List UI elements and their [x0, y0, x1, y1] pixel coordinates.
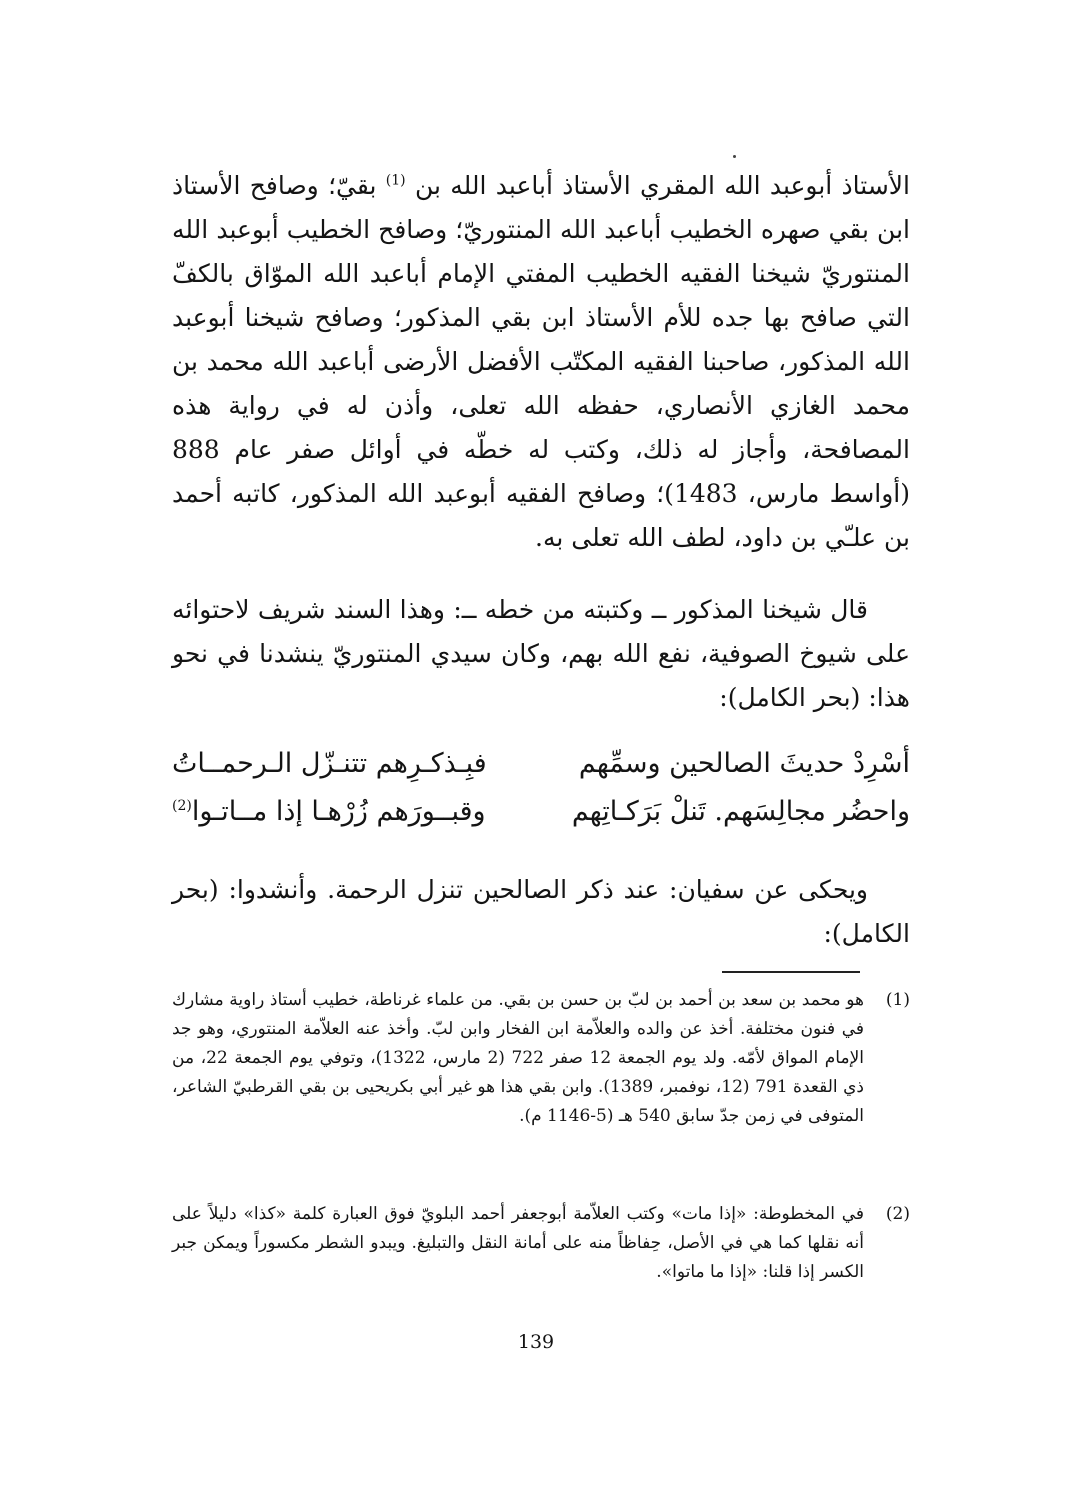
- footnote-1: [172, 986, 910, 1131]
- paragraph-1-start: الأستاذ أبوعبد الله المقري الأستاذ أباعبد الله بن: [414, 171, 910, 200]
- ink-speck: [733, 155, 736, 158]
- footnote-2-text: في المخطوطة: «إذا مات» وكتب العلاّمة أبوجعفر أحمد البلويّ فوق العبارة كلمة «كذا» دليلاً على أنه نقلها كما هي في الأصل، حِفاظاً منه على أمانة النقل والتبليغ. ويبدو الشطر مكسوراً ويمكن جبر الكسر إذا قلنا: «إذا ما ماتوا».: [172, 1204, 864, 1282]
- verse-2-second-hemistich: [172, 796, 486, 827]
- paragraph-2: قال شيخنا المذكور ــ وكتبته من خطه ــ: وهذا السند شريف لاحتوائه على شيوخ الصوفية، نفع الله بهم، وكان سيدي المنتوريّ ينشدنا في نحو هذا: (بحر الكامل):: [172, 595, 910, 712]
- paragraph-1: [172, 164, 910, 560]
- verse-2-second-text: وقبــورَهم زُرْهـا إذا مــاتـوا: [191, 796, 486, 827]
- verse-1-second-hemistich: فبِـذكـرِهم تتنـزّل الـرحمــاتُ: [172, 748, 487, 779]
- footnote-1-number: (1): [885, 990, 910, 1010]
- verse-1-first-hemistich: أسْرِدْ حديثَ الصالحين وسمِّهم: [578, 748, 910, 779]
- verse-2-first-hemistich: واحضُر مجالِسَهم. تَنلْ بَرَكـاتِهم: [571, 796, 910, 827]
- verse-2: [172, 796, 910, 840]
- footnote-1-text: هو محمد بن سعد بن أحمد بن لبّ بن حسن بن بقي. من علماء غرناطة، خطيب أستاذ راوية مشارك في فنون مختلفة. أخذ عن والده والعلاّمة ابن الفخار وابن لبّ. وأخذ عنه العلاّمة المنتوري، وهو جد الإمام المواق لأمّه. ولد يوم الجمعة 12 صفر 722 (2 مارس، 1322)، وتوفي يوم الجمعة 22، من ذي القعدة 791 (12، نوفمبر، 1389). وابن بقي هذا هو غير أبي بكريحيى بن بقي القرطبيّ الشاعر، المتوفى في زمن جدّ سابق 540 هـ (5-1146 م).: [172, 990, 864, 1126]
- verse-1: [172, 748, 910, 792]
- footnote-ref-1[interactable]: (1): [385, 172, 406, 189]
- footnote-ref-2[interactable]: (2): [172, 798, 192, 814]
- footnote-2: [172, 1200, 910, 1287]
- paragraph-3: ويحكى عن سفيان: عند ذكر الصالحين تنزل الرحمة. وأنشدوا: (بحر الكامل):: [172, 875, 910, 948]
- page-number: 139: [517, 1331, 555, 1353]
- paragraph-1-rest: بقيّ؛ وصافح الأستاذ ابن بقي صهره الخطيب أباعبد الله المنتوريّ؛ وصافح الخطيب أبوعبد الله المنتوريّ شيخنا الفقيه الخطيب المفتي الإمام أباعبد الله الموّاق بالكفّ التي صافح بها جده للأم الأستاذ ابن بقي المذكور؛ وصافح شيخنا أبوعبد الله المذكور، صاحبنا الفقيه المكتّب الأفضل الأرضى أباعبد الله محمد بن محمد الغازي الأنصاري، حفظه الله تعلى، وأذن له في رواية هذه المصافحة، وأجاز له ذلك، وكتب له خطّه في أوائل صفر عام 888 (أواسط مارس، 1483)؛ وصافح الفقيه أبوعبد الله المذكور، كاتبه أحمد بن علـّي بن داود، لطف الله تعلى به.: [172, 171, 910, 552]
- footnote-separator: [722, 971, 860, 973]
- footnote-2-number: (2): [885, 1204, 910, 1224]
